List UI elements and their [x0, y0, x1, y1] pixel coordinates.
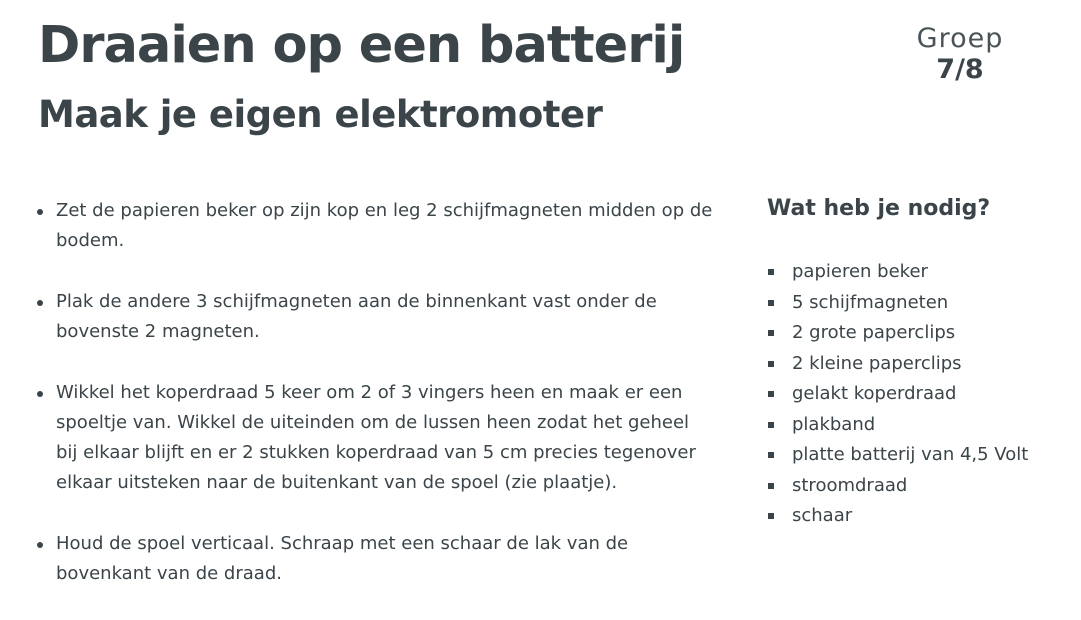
square-bullet-icon [768, 330, 774, 336]
square-bullet-icon [768, 269, 774, 275]
material-item [767, 318, 1028, 349]
square-bullet-icon [768, 391, 774, 397]
instruction-item [34, 287, 714, 347]
square-bullet-icon [768, 452, 774, 458]
instruction-text: Houd de spoel verticaal. Schraap met een schaar de lak van de bovenkant van de draad. [56, 533, 629, 584]
group-value: 7/8 [936, 53, 984, 85]
material-text: stroomdraad [792, 474, 908, 496]
square-bullet-icon [768, 422, 774, 428]
instruction-item [34, 378, 714, 498]
material-text: gelakt koperdraad [792, 383, 957, 404]
instruction-item [34, 529, 714, 589]
group-label: Groep [916, 23, 1004, 54]
material-item [767, 501, 1028, 532]
material-item [767, 440, 1028, 471]
instruction-list [34, 196, 714, 620]
material-text: plakband [792, 413, 876, 435]
bullet-icon [37, 300, 43, 306]
instruction-item [34, 196, 714, 256]
materials-heading: Wat heb je nodig? [767, 196, 991, 221]
instruction-text: Wikkel het koperdraad 5 keer om 2 of 3 vingers heen en maak er een spoeltje van. Wikkel de uiteinden om de lussen heen zodat het geheel bij elkaar blijft en er 2 stukken koperdraad van 5 cm precies tegenover elkaar uitsteken naar de buitenkant van de spoel (zie plaatje). [56, 382, 696, 493]
bullet-icon [37, 542, 43, 548]
material-item [767, 257, 1028, 288]
instruction-text: Plak de andere 3 schijfmagneten aan de binnenkant vast onder de bovenste 2 magneten. [56, 291, 657, 342]
material-text: 2 grote paperclips [792, 322, 956, 343]
material-text: papieren beker [792, 261, 928, 282]
material-item [767, 288, 1028, 319]
material-text: 5 schijfmagneten [792, 291, 949, 313]
material-text: platte batterij van 4,5 Volt [792, 444, 1029, 465]
page-subtitle: Maak je eigen elektromoter [38, 93, 603, 136]
material-text: 2 kleine paperclips [792, 352, 962, 374]
square-bullet-icon [768, 361, 774, 367]
square-bullet-icon [768, 483, 774, 489]
material-item [767, 410, 1028, 441]
square-bullet-icon [768, 513, 774, 519]
material-item [767, 349, 1028, 380]
bullet-icon [37, 209, 43, 215]
materials-list [767, 257, 1028, 532]
bullet-icon [37, 391, 43, 397]
material-item [767, 471, 1028, 502]
material-text: schaar [792, 505, 853, 526]
page-title: Draaien op een batterij [38, 16, 685, 75]
group-indicator [880, 24, 1040, 86]
material-item [767, 379, 1028, 410]
instruction-text: Zet de papieren beker op zijn kop en leg 2 schijfmagneten midden op de bodem. [56, 200, 713, 251]
square-bullet-icon [768, 300, 774, 306]
